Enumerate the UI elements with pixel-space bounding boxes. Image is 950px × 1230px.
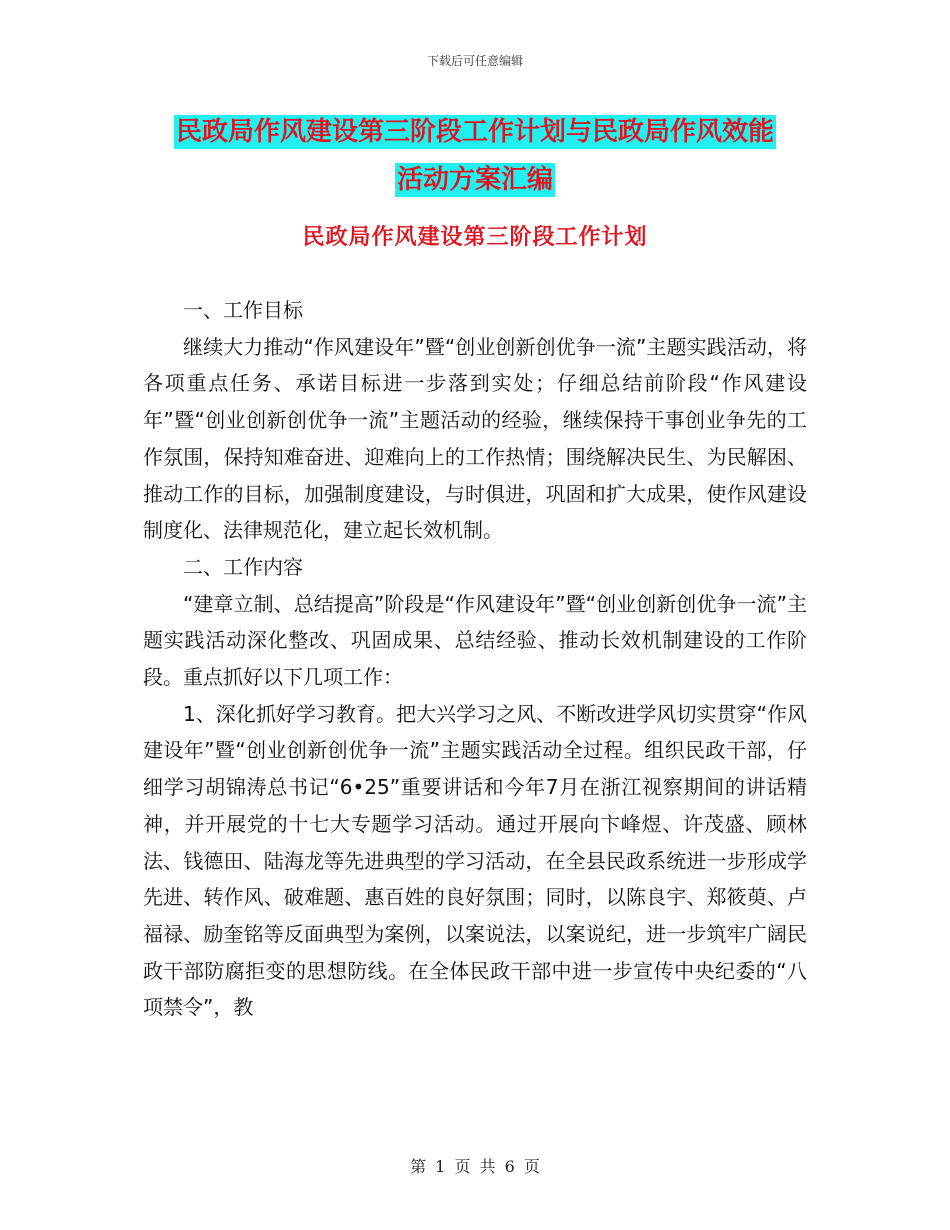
paragraph-content-intro: “建章立制、总结提高”阶段是“作风建设年”暨“创业创新创优争一流”主题实践活动深化整改、巩固成果、总结经验、推动长效机制建设的工作阶段。重点抓好以下几项工作： — [143, 591, 807, 690]
page-number: 第 1 页 共 6 页 — [410, 1157, 540, 1176]
heading-work-content: 二、工作内容 — [183, 554, 303, 579]
paragraph-goals: 继续大力推动“作风建设年”暨“创业创新创优争一流”主题实践活动，将各项重点任务、承诺目标进一步落到实处；仔细总结前阶段“作风建设年”暨“创业创新创优争一流”主题活动的经验，继续保持干事创业争先的工作氛围，保持知难奋进、迎难向上的工作热情；围绕解决民生、为民解困、推动工作的目标，加强制度建设，与时俱进，巩固和扩大成果，使作风建设制度化、法律规范化，建立起长效机制。 — [143, 334, 807, 543]
heading-work-goals: 一、工作目标 — [183, 298, 303, 322]
header-note: 下载后可任意编辑 — [426, 54, 523, 68]
document-title — [140, 108, 810, 204]
document-title-line-2: 活动方案汇编 — [396, 165, 553, 195]
paragraph-item-1: 1、深化抓好学习教育。把大兴学习之风、不断改进学风切实贯穿“作风建设年”暨“创业创新创优争一流”主题实践活动全过程。组织民政干部，仔细学习胡锦涛总书记“6•25”重要讲话和今年7月在浙江视察期间的讲话精神，并开展党的十七大专题学习活动。通过开展向卞峰煜、许茂盛、顾林法、钱德田、陆海龙等先进典型的学习活动，在全县民政系统进一步形成学先进、转作风、破难题、惠百姓的良好氛围；同时，以陈良宇、郑筱萸、卢福禄、励奎铭等反面典型为案例，以案说法，以案说纪，进一步筑牢广阔民政干部防腐拒变的思想防线。在全体民政干部中进一步宣传中央纪委的“八项禁令”，教 — [143, 701, 807, 1020]
document-title-line-1: 民政局作风建设第三阶段工作计划与民政局作风效能 — [175, 117, 774, 147]
body-text — [143, 292, 807, 1026]
section-heading: 民政局作风建设第三阶段工作计划 — [302, 225, 648, 250]
